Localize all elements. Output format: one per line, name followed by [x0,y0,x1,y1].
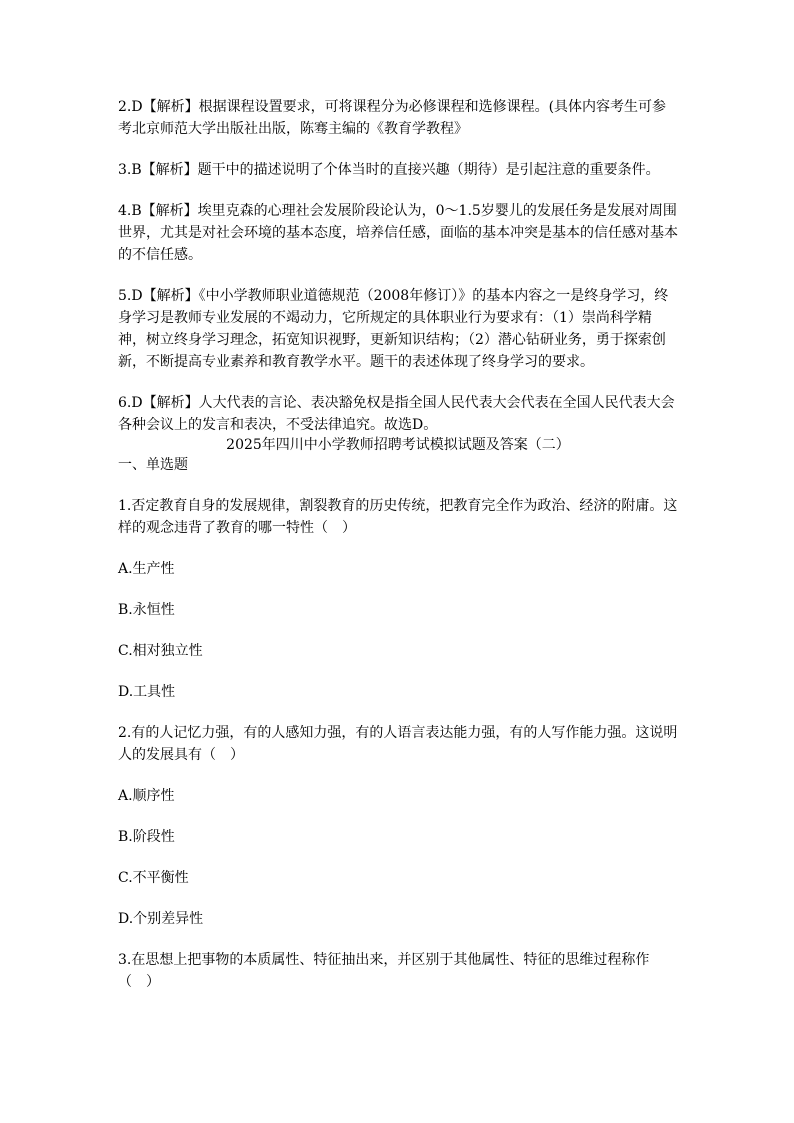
document-body [118,96,678,993]
question-1-option-a: A.生产性 [118,561,175,577]
answer-explanation-6: 6.D【解析】人大代表的言论、表决豁免权是指全国人民代表大会代表在全国人民代表大会各种会议上的发言和表决，不受法律追究。故选D。 [118,395,675,433]
question-3-stem: 3.在思想上把事物的本质属性、特征抽出来，并区别于其他属性、特征的思维过程称作（ ） [118,952,650,990]
question-1-option-d: D.工具性 [118,684,176,700]
question-2-option-c: C.不平衡性 [118,870,189,886]
answer-explanation-3: 3.B【解析】题干中的描述说明了个体当时的直接兴趣（期待）是引起注意的重要条件。 [118,162,660,178]
answer-explanation-4: 4.B【解析】埃里克森的心理社会发展阶段论认为，0～1.5岁婴儿的发展任务是发展对周围世界，尤其是对社会环境的基本态度，培养信任感，面临的基本冲突是基本的信任感对基本的不信任感。 [118,203,678,263]
answer-explanation-2: 2.D【解析】根据课程设置要求，可将课程分为必修课程和选修课程。(具体内容考生可参考北京师范大学出版社出版，陈骞主编的《教育学教程》 [118,99,667,137]
question-1-option-c: C.相对独立性 [118,643,203,659]
question-1-option-b: B.永恒性 [118,602,175,618]
question-1-stem: 1.否定教育自身的发展规律，割裂教育的历史传统，把教育完全作为政治、经济的附庸。这样的观念违背了教育的哪一特性（ ） [118,498,678,536]
exam-title: 2025年四川中小学教师招聘考试模拟试题及答案（二） [226,437,570,453]
question-2-option-a: A.顺序性 [118,788,175,804]
question-2-stem: 2.有的人记忆力强，有的人感知力强，有的人语言表达能力强，有的人写作能力强。这说明人的发展具有（ ） [118,725,678,763]
question-2-option-b: B.阶段性 [118,829,175,845]
section-heading: 一、单选题 [118,457,188,473]
question-2-option-d: D.个别差异性 [118,911,204,927]
answer-explanation-5: 5.D【解析】《中小学教师职业道德规范（2008年修订）》的基本内容之一是终身学习，终身学习是教师专业发展的不竭动力，它所规定的具体职业行为要求有：（1）崇尚科学精神，树立终身学习理念，拓宽知识视野，更新知识结构；（2）潜心钻研业务，勇于探索创新，不断提高专业素养和教育教学水平。题干的表述体现了终身学习的要求。 [118,288,669,370]
